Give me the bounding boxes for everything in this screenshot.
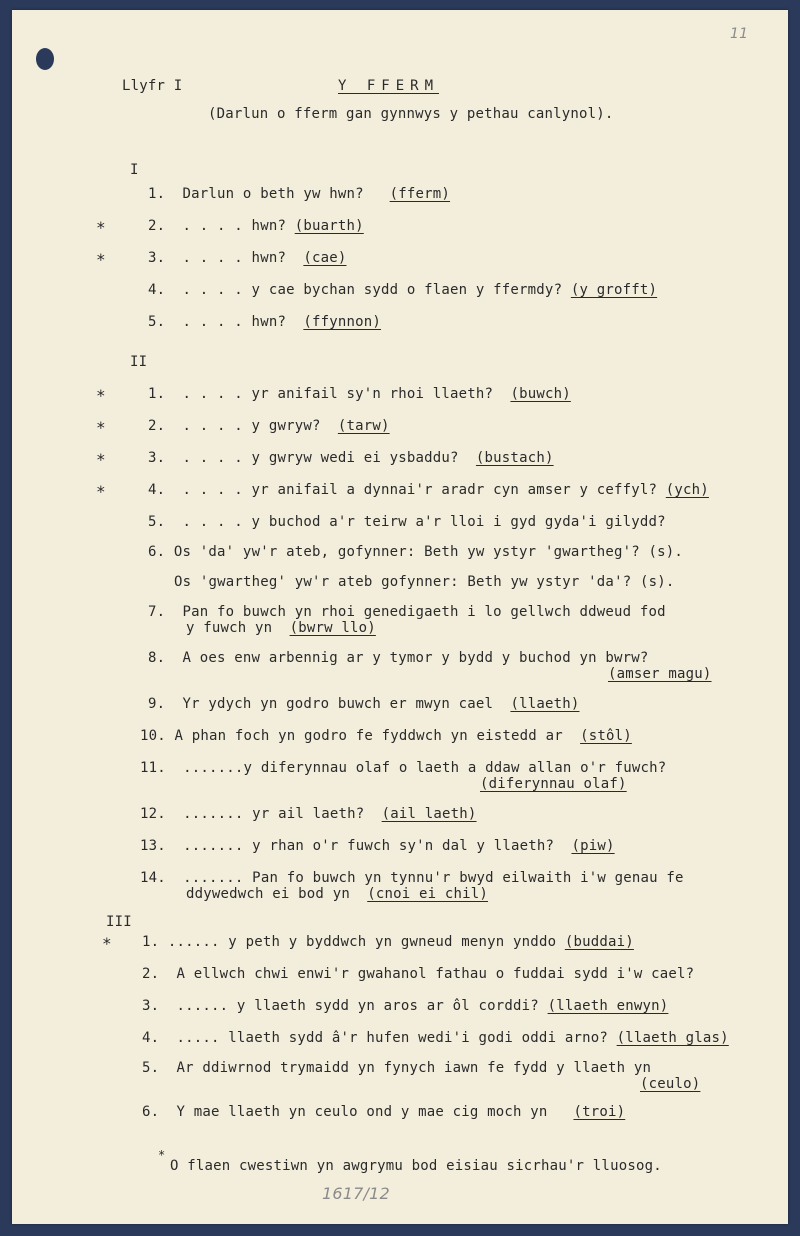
item-text: .......y diferynnau olaf o laeth a ddaw allan o'r fuwch? [183,760,667,776]
list-item [148,482,709,498]
list-item [148,650,648,666]
item-text: Pan fo buwch yn rhoi genedigaeth i lo gellwch ddweud fod [182,604,666,620]
asterisk-mark: * [96,218,106,237]
item-text: ..... llaeth sydd â'r hufen wedi'i godi oddi arno? [176,1030,608,1046]
item-answer: (troi) [573,1104,626,1120]
asterisk-mark: * [96,386,106,405]
document-title: Y FFERM [338,78,440,94]
item-number: 11. [140,760,166,776]
item-text: Y mae llaeth yn ceulo ond y mae cig moch yn [176,1104,548,1120]
list-item [148,696,579,712]
list-item [140,838,615,854]
list-item [148,450,554,466]
catalogue-mark: 1617/12 [322,1184,390,1203]
item-number: 8. [148,650,166,666]
item-answer: (cae) [303,250,347,266]
item-number: 5. [148,314,166,330]
item-answer: (buwch) [510,386,571,402]
item-number: 14. [140,870,166,886]
list-item [174,574,674,590]
item-text: . . . . hwn? [182,250,287,266]
item-text: Darlun o beth yw hwn? [182,186,364,202]
item-answer: (diferynnau olaf) [480,776,627,792]
item-text: ddywedwch ei bod yn [186,886,350,902]
item-number: 10. [140,728,166,744]
item-answer: (ceulo) [640,1076,701,1092]
list-item [148,514,666,530]
item-answer: (y grofft) [570,282,658,298]
list-item [140,806,477,822]
document-page [12,10,788,1224]
item-answer: (bwrw llo) [289,620,376,636]
item-number: 3. [142,998,160,1014]
item-number: 6. [148,544,166,560]
item-text: Yr ydych yn godro buwch er mwyn cael [182,696,494,712]
item-number: 12. [140,806,166,822]
asterisk-mark: * [96,482,106,501]
list-item [142,966,694,982]
item-answer: (piw) [571,838,615,854]
item-text: ...... y llaeth sydd yn aros ar ôl corddi? [176,998,539,1014]
item-number: 3. [148,450,166,466]
item-text: . . . . y buchod a'r teirw a'r lloi i gyd gyda'i gilydd? [182,514,666,530]
asterisk-mark: * [96,450,106,469]
item-answer: (llaeth enwyn) [547,998,669,1014]
item-answer: (buarth) [294,218,364,234]
page-number: 11 [730,26,749,42]
section-numeral: III [106,914,132,930]
list-item [142,998,668,1014]
item-answer: (tarw) [337,418,390,434]
book-label: Llyfr I [122,78,183,94]
item-answer: (bustach) [475,450,554,466]
item-text: Os 'da' yw'r ateb, gofynner: Beth yw ystyr 'gwartheg'? (s). [173,544,683,560]
item-text: . . . . yr anifail sy'n rhoi llaeth? [182,386,494,402]
item-text: A ellwch chwi enwi'r gwahanol fathau o fuddai sydd i'w cael? [176,966,695,982]
list-item [140,760,666,776]
item-answer: (ffynnon) [303,314,382,330]
item-number: 2. [148,218,166,234]
item-text: ...... y peth y byddwch yn gwneud menyn ynddo [167,934,557,950]
item-text: . . . . y gwryw? [182,418,321,434]
item-text: . . . . yr anifail a dynnai'r aradr cyn amser y ceffyl? [182,482,658,498]
item-text: y fuwch yn [186,620,273,636]
item-answer: (amser magu) [608,666,712,682]
item-text: . . . . hwn? [182,218,287,234]
item-number: 7. [148,604,166,620]
list-item [148,604,666,620]
list-item [142,1104,625,1120]
list-item [140,870,684,886]
list-item [148,186,450,202]
list-item-continuation [186,620,376,636]
item-answer: (llaeth) [510,696,580,712]
item-number: 2. [142,966,160,982]
item-text: . . . . y gwryw wedi ei ysbaddu? [182,450,459,466]
list-item [142,1060,651,1076]
item-text: . . . . y cae bychan sydd o flaen y ffermdy? [182,282,563,298]
punch-hole [36,48,54,70]
item-text: ....... Pan fo buwch yn tynnu'r bwyd eilwaith i'w genau fe [183,870,684,886]
item-number: 9. [148,696,166,712]
list-item [148,218,364,234]
item-text: A phan foch yn godro fe fyddwch yn eistedd ar [174,728,563,744]
item-number: 13. [140,838,166,854]
asterisk-mark: * [102,934,112,953]
item-number: 1. [148,386,166,402]
list-item [148,314,381,330]
item-number: 4. [148,282,166,298]
item-answer: (cnoi ei chil) [367,886,489,902]
list-item [148,386,571,402]
footnote-asterisk: * [158,1148,166,1162]
list-item [148,418,390,434]
item-text: ....... y rhan o'r fuwch sy'n dal y llaeth? [183,838,555,854]
item-text: Os 'gwartheg' yw'r ateb gofynner: Beth yw ystyr 'da'? (s). [174,574,675,590]
item-number: 4. [148,482,166,498]
item-text: . . . . hwn? [182,314,287,330]
list-item [148,282,657,298]
item-number: 1. [142,934,160,950]
item-number: 6. [142,1104,160,1120]
section-numeral: II [130,354,148,370]
list-item [148,544,683,560]
list-item [140,728,632,744]
item-number: 5. [142,1060,160,1076]
asterisk-mark: * [96,418,106,437]
item-answer: (llaeth glas) [616,1030,729,1046]
list-item [142,934,634,950]
item-number: 4. [142,1030,160,1046]
item-number: 2. [148,418,166,434]
item-number: 3. [148,250,166,266]
item-number: 5. [148,514,166,530]
item-text: Ar ddiwrnod trymaidd yn fynych iawn fe fydd y llaeth yn [176,1060,652,1076]
item-answer: (ail laeth) [381,806,477,822]
list-item [142,1030,729,1046]
item-text: ....... yr ail laeth? [183,806,365,822]
list-item [148,250,347,266]
list-item-continuation [186,886,488,902]
footnote: O flaen cwestiwn yn awgrymu bod eisiau sicrhau'r lluosog. [170,1158,662,1174]
item-number: 1. [148,186,166,202]
item-text: A oes enw arbennig ar y tymor y bydd y buchod yn bwrw? [182,650,649,666]
item-answer: (ych) [665,482,709,498]
item-answer: (fferm) [389,186,451,202]
document-subtitle: (Darlun o fferm gan gynnwys y pethau canlynol). [208,106,614,122]
item-answer: (stôl) [580,728,632,744]
asterisk-mark: * [96,250,106,269]
item-answer: (buddai) [564,934,634,950]
section-numeral: I [130,162,139,178]
